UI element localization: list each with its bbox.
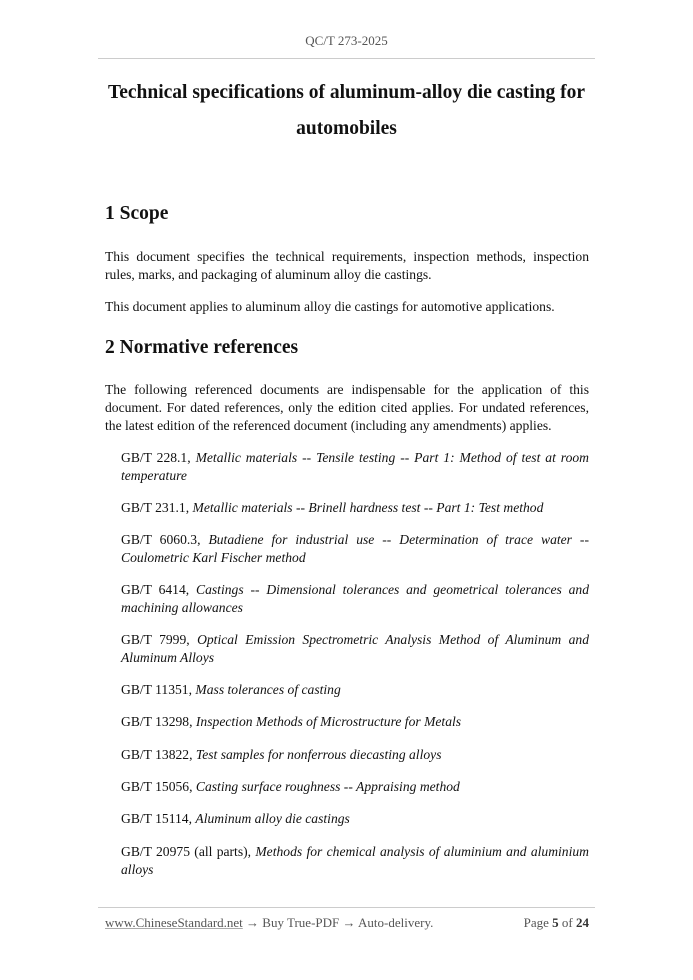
reference-title: Butadiene for industrial use -- Determination of trace water -- Coulometric Karl Fischer method bbox=[121, 532, 589, 565]
reference-code: GB/T 13822, bbox=[121, 747, 193, 762]
page-number: Page 5 of 24 bbox=[523, 915, 589, 930]
footer-rule bbox=[98, 907, 595, 908]
reference-item bbox=[121, 581, 589, 617]
reference-code: GB/T 15056, bbox=[121, 779, 193, 794]
reference-item bbox=[121, 746, 589, 764]
reference-title: Mass tolerances of casting bbox=[195, 682, 341, 697]
reference-title: Casting surface roughness -- Appraising method bbox=[195, 779, 460, 794]
reference-code: GB/T 6060.3, bbox=[121, 532, 201, 547]
reference-code: GB/T 231.1, bbox=[121, 500, 190, 515]
reference-title: Metallic materials -- Tensile testing -- Part 1: Method of test at room temperature bbox=[121, 450, 589, 483]
reference-title: Inspection Methods of Microstructure for Metals bbox=[195, 714, 462, 729]
reference-title: Test samples for nonferrous diecasting alloys bbox=[195, 747, 442, 762]
reference-title: Metallic materials -- Brinell hardness test -- Part 1: Test method bbox=[192, 500, 544, 515]
reference-item bbox=[121, 499, 589, 517]
reference-code: GB/T 6414, bbox=[121, 582, 190, 597]
document-title: Technical specifications of aluminum-alloy die casting for automobiles bbox=[107, 82, 586, 139]
reference-code: GB/T 11351, bbox=[121, 682, 192, 697]
reference-code: GB/T 20975 (all parts), bbox=[121, 844, 252, 859]
reference-title: Methods for chemical analysis of aluminium and aluminium alloys bbox=[121, 844, 589, 877]
reference-item bbox=[121, 681, 589, 699]
reference-item bbox=[121, 810, 589, 828]
reference-item bbox=[121, 531, 589, 567]
website-link[interactable]: www.ChineseStandard.net bbox=[105, 915, 243, 930]
header-rule bbox=[98, 58, 595, 59]
reference-title: Castings -- Dimensional tolerances and geometrical tolerances and machining allowances bbox=[121, 582, 590, 615]
reference-title: Aluminum alloy die castings bbox=[195, 811, 350, 826]
running-header: QC/T 273-2025 bbox=[305, 33, 388, 48]
reference-code: GB/T 13298, bbox=[121, 714, 193, 729]
reference-item bbox=[121, 843, 589, 879]
paragraph: This document specifies the technical requirements, inspection methods, inspection rules, marks, and packaging of aluminum alloy die castings. bbox=[105, 249, 589, 282]
section-heading-scope: 1 Scope bbox=[105, 203, 169, 224]
paragraph: This document applies to aluminum alloy die castings for automotive applications. bbox=[105, 299, 555, 314]
reference-code: GB/T 7999, bbox=[121, 632, 190, 647]
paragraph: The following referenced documents are indispensable for the application of this document. For dated references, only the edition cited applies. For undated references, the latest edition of the referenced document (including any amendments) applies. bbox=[105, 382, 589, 433]
reference-code: GB/T 228.1, bbox=[121, 450, 191, 465]
reference-code: GB/T 15114, bbox=[121, 811, 192, 826]
reference-title: Optical Emission Spectrometric Analysis Method of Aluminum and Aluminum Alloys bbox=[121, 632, 589, 665]
footer bbox=[105, 915, 589, 931]
reference-item bbox=[121, 449, 589, 485]
section-heading-normative-references: 2 Normative references bbox=[105, 337, 299, 358]
reference-item bbox=[121, 631, 589, 667]
footer-promo: → Buy True-PDF → Auto-delivery. bbox=[242, 915, 434, 930]
reference-item bbox=[121, 778, 589, 796]
reference-item bbox=[121, 713, 589, 731]
